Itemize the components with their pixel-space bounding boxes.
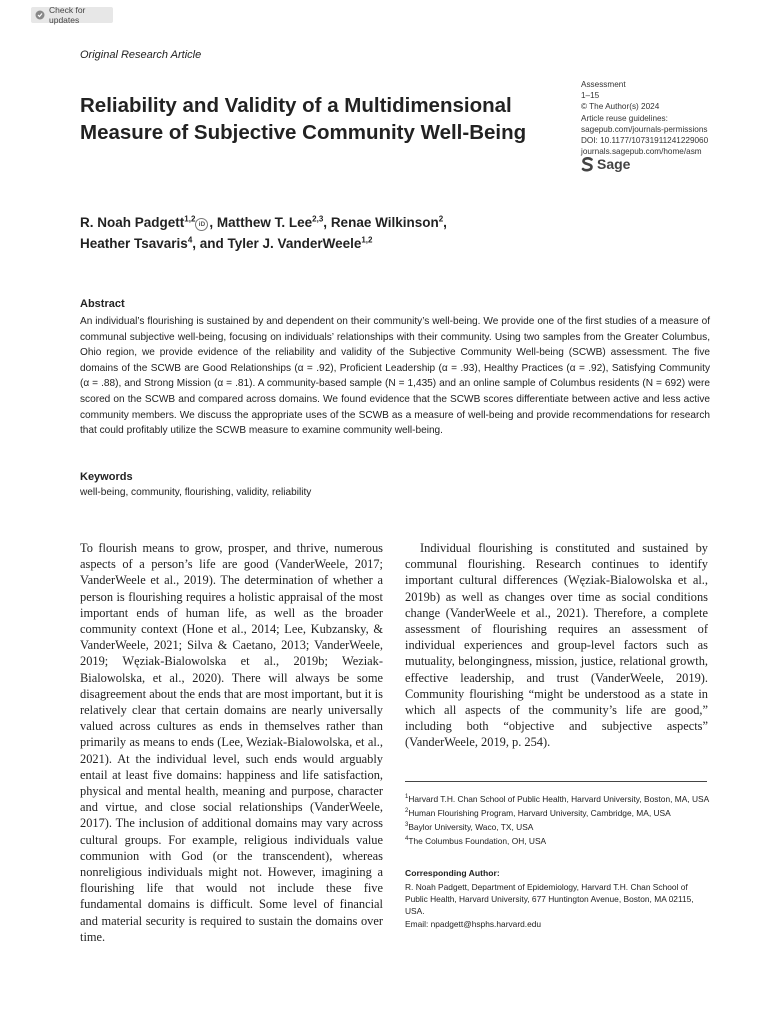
author-affiliation-marker: 4 xyxy=(187,235,193,245)
affiliations-list xyxy=(405,791,710,847)
affiliation-number: 4 xyxy=(405,836,409,842)
body-column-right: Individual flourishing is constituted and sustained by communal flourishing. Research continues to identify important cultural differences (Węziak-Bialowolska et al., 2019b) as well as changes over time as social conditions change (VanderWeele et al., 2021). Therefore, a complete assessment of flourishing requires an assessment of individual experiences and group-level factors such as mutuality, belongingness, mission, justice, relational growth, effective leadership, and trust (VanderWeele, 2019). Community flourishing “might be understood as a state in which all aspects of the community’s life are good,” including both “objective and subjective aspects” (VanderWeele, 2019, p. 254). xyxy=(405,541,708,750)
author-name: Matthew T. Lee xyxy=(216,215,313,230)
footnote-divider xyxy=(405,781,707,782)
abstract-text: An individual’s flourishing is sustained by and dependent on their community’s well-being. We provide one of the first studies of a measure of communal subjective well-being, focusing on individuals’ relationships with their community. Using two samples from the Greater Columbus, Ohio region, we provide evidence of the reliability and validity of the Subjective Community Well-being (SCWB) assessment. The five domains of the SCWB are Good Relationships (α = .92), Proficient Leadership (α = .93), Healthy Practices (α = .92), Satisfying Community (α = .88), and Strong Mission (α = .81). A community-based sample (N = 1,435) and an online sample of Columbus residents (N = 692) were scored on the SCWB and compared across domains. We found evidence that the SCWB scores differentiate between active and less active community members. We discuss the appropriate uses of the SCWB as a measure of well-being and provide recommendations for research that could profitably utilize the SCWB measure to examine community well-being. xyxy=(80,316,710,437)
author-name: Heather Tsavaris xyxy=(80,236,188,251)
affiliation-number: 2 xyxy=(405,808,409,814)
publisher-logo xyxy=(581,156,630,172)
page-range: 1–15 xyxy=(581,91,600,101)
author xyxy=(80,236,228,251)
body-column-left: To flourish means to grow, prosper, and thrive, numerous aspects of a person’s life are good (VanderWeele, 2017; VanderWeele et al., 2019). The determination of whether a person is flourishing requires a holistic appraisal of the most important ends of human life, as well as the broader community context (Hone et al., 2014; Lee, Kubzansky, & VanderWeele, 2021; Silva & Caetano, 2013; VanderWeele, 2019; Węziak-Bialowolska et al., 2019b; Weziak-Bialowolska, et al., 2020). There will always be some disagreement about the ends that are most important, but it is relatively clear that certain domains are nearly universally valued across cultures as ends in themselves rather than primarily as means to ends (Lee, Weziak-Bialowolska, et al., 2021). At the individual level, such ends would arguably entail at least five domains: happiness and life satisfaction, physical and mental health, meaning and purpose, character and virtue, and close social relationships (VanderWeele, 2017). The inclusion of additional domains may vary across cultural groups. For example, religious individuals value communion with God (or the transcendent), whereas nonreligious individuals might not. However, imagining a flourishing life that would not include these five fundamental domains is difficult. Some level of financial and material security is required to sustain the domains over time. xyxy=(80,541,383,944)
affiliation-item xyxy=(405,805,710,819)
doi[interactable]: DOI: 10.1177/10731911241229060 xyxy=(581,136,709,146)
keywords-text: well-being, community, flourishing, validity, reliability xyxy=(80,487,312,498)
corresponding-author-email[interactable]: Email: npadgett@hsphs.harvard.edu xyxy=(405,918,542,929)
affiliation-item xyxy=(405,819,710,833)
check-for-updates-icon xyxy=(35,10,45,20)
check-for-updates-label: Check for updates xyxy=(49,5,86,25)
journal-metadata xyxy=(581,79,731,157)
corresponding-author-heading: Corresponding Author: xyxy=(405,868,500,878)
author-list xyxy=(80,212,560,254)
reuse-link[interactable]: sagepub.com/journals-permissions xyxy=(581,124,708,134)
orcid-icon[interactable]: iD xyxy=(195,218,208,231)
keywords-heading: Keywords xyxy=(80,471,133,483)
affiliation-text: Baylor University, Waco, TX, USA xyxy=(408,821,534,832)
author-name: Renae Wilkinson xyxy=(330,215,439,230)
author-affiliation-marker: 1,2 xyxy=(184,214,196,224)
affiliation-text: The Columbus Foundation, OH, USA xyxy=(408,835,547,846)
author-affiliation-marker: 1,2 xyxy=(361,235,373,245)
author xyxy=(331,215,447,230)
reuse-label: Article reuse guidelines: xyxy=(581,113,668,123)
copyright: © The Author(s) 2024 xyxy=(581,102,660,112)
affiliation-number: 3 xyxy=(405,822,409,828)
author-name: R. Noah Padgett xyxy=(80,215,185,230)
paper-title: Reliability and Validity of a Multidimensional Measure of Subjective Community Well-Being xyxy=(80,94,527,144)
affiliation-text: Human Flourishing Program, Harvard University, Cambridge, MA, USA xyxy=(408,807,671,818)
corresponding-author-info xyxy=(405,881,710,930)
journal-home-link[interactable]: journals.sagepub.com/home/asm xyxy=(581,147,702,157)
affiliation-number: 1 xyxy=(405,794,409,800)
check-for-updates-badge[interactable] xyxy=(31,7,113,23)
author-separator: , xyxy=(323,215,331,230)
journal-name: Assessment xyxy=(581,80,626,89)
affiliation-item xyxy=(405,833,710,847)
author-separator: , xyxy=(443,215,447,230)
corresponding-author-address: R. Noah Padgett, Department of Epidemiology, Harvard T.H. Chan School of Public Health, Harvard University, 677 Huntington Avenue, Boston, MA 02115, USA. xyxy=(405,882,694,917)
author-affiliation-marker: 2,3 xyxy=(312,214,324,224)
author-separator: , xyxy=(209,215,217,230)
author xyxy=(80,215,217,230)
affiliation-item xyxy=(405,791,710,805)
author-affiliation-marker: 2 xyxy=(438,214,444,224)
abstract-heading: Abstract xyxy=(80,298,125,310)
author xyxy=(217,215,331,230)
author xyxy=(228,236,373,251)
article-type: Original Research Article xyxy=(80,49,202,61)
author-name: Tyler J. VanderWeele xyxy=(227,236,362,251)
author-separator: , and xyxy=(192,236,228,251)
publisher-name: Sage xyxy=(597,156,631,172)
sage-logo-icon xyxy=(581,157,594,172)
affiliation-text: Harvard T.H. Chan School of Public Health, Harvard University, Boston, MA, USA xyxy=(408,793,710,804)
